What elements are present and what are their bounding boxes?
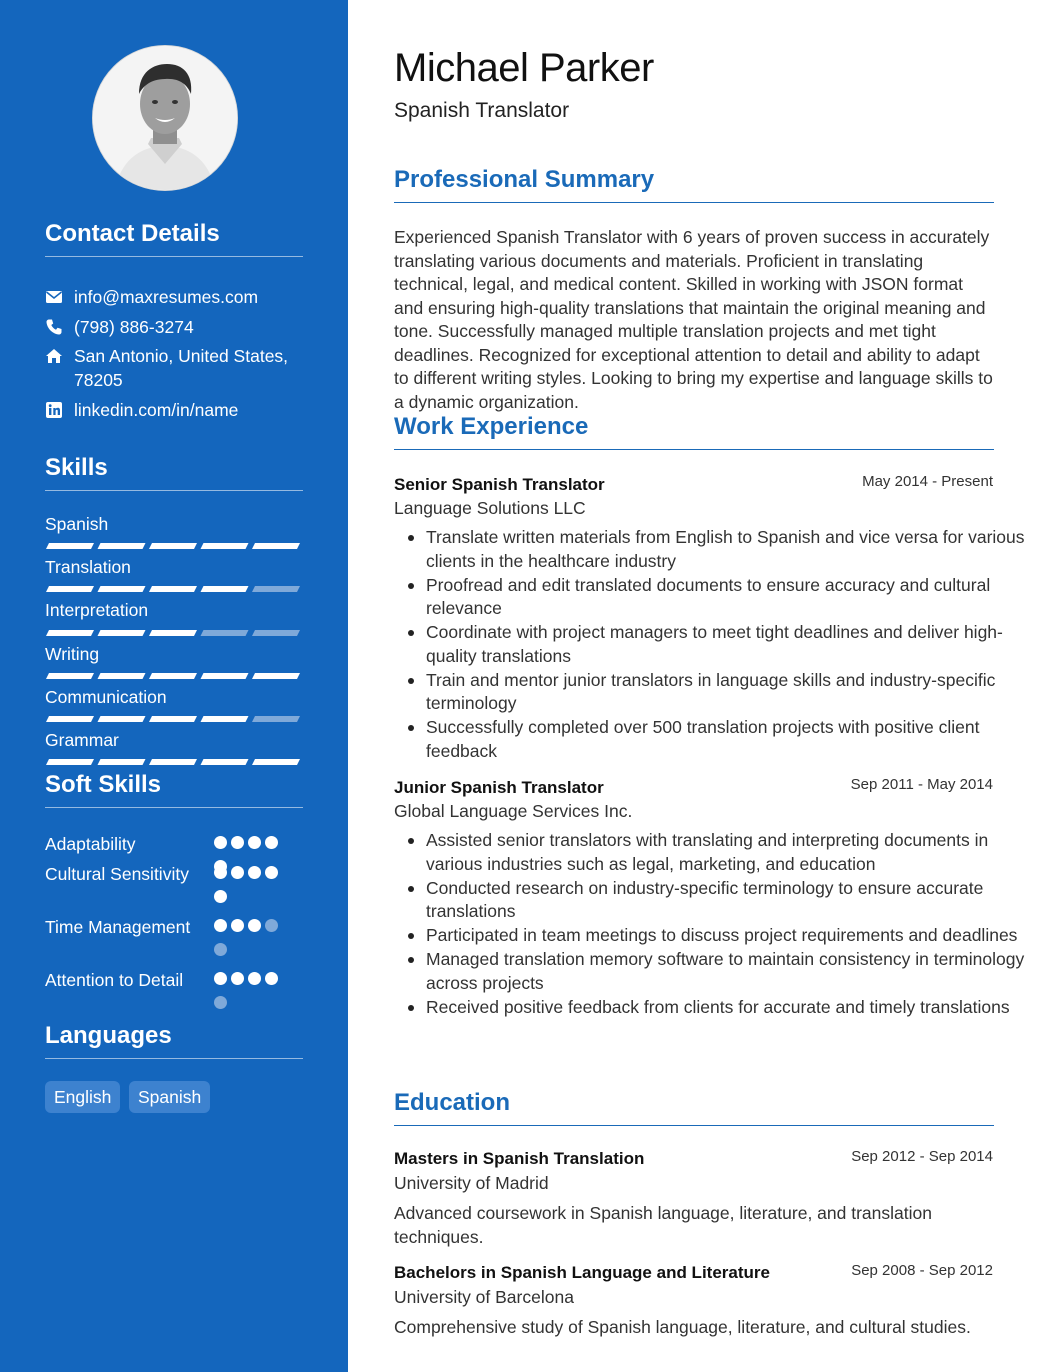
job-title: Senior Spanish Translator	[394, 475, 605, 494]
skill-bar-segment	[252, 543, 300, 549]
list-item: Managed translation memory software to maintain consistency in terminology across projects	[426, 948, 1026, 995]
skill-name: Translation	[45, 557, 131, 577]
skill-bar-segment	[149, 673, 197, 679]
skill-bar-segment	[252, 716, 300, 722]
languages-heading: Languages	[45, 1022, 303, 1059]
job-date: Sep 2011 - May 2014	[850, 776, 993, 793]
rating-dot	[265, 919, 278, 932]
skill-bar-segment	[98, 586, 146, 592]
skill-bar-segment	[201, 673, 249, 679]
contact-address	[45, 344, 305, 392]
rating-dot	[231, 919, 244, 932]
skill-bar-segment	[46, 630, 94, 636]
skill-bar-segment	[46, 543, 94, 549]
skill-bar-segment	[149, 586, 197, 592]
degree-title: Masters in Spanish Translation	[394, 1149, 645, 1168]
skills-heading: Skills	[45, 454, 303, 491]
contact-address-text: San Antonio, United States, 78205	[74, 346, 289, 390]
skill-bar-segment	[201, 586, 249, 592]
job-bullets	[394, 526, 1026, 764]
summary-heading: Professional Summary	[394, 166, 994, 203]
skill-bar-segment	[98, 759, 146, 765]
skill-bar	[46, 586, 302, 592]
list-item: Successfully completed over 500 translation projects with positive client feedback	[426, 716, 1026, 763]
list-item: Proofread and edit translated documents to ensure accuracy and cultural relevance	[426, 574, 1026, 621]
main-content	[348, 0, 1040, 1372]
envelope-icon	[45, 288, 63, 306]
rating-dot	[231, 972, 244, 985]
rating-dot	[265, 866, 278, 879]
rating-dot	[214, 836, 227, 849]
rating-dot	[248, 836, 261, 849]
skill-bar-segment	[201, 716, 249, 722]
skill-bar-segment	[252, 630, 300, 636]
rating-dot	[231, 866, 244, 879]
job-bullets	[394, 829, 1026, 1020]
skill-bar-segment	[98, 630, 146, 636]
list-item: Assisted senior translators with translating and interpreting documents in various industries such as legal, marketing, and education	[426, 829, 1026, 876]
soft-skill-name: Cultural Sensitivity	[45, 864, 189, 884]
skill-name: Writing	[45, 644, 100, 664]
list-item: Train and mentor junior translators in language skills and industry-specific terminology	[426, 669, 1026, 716]
skill-bar-segment	[149, 759, 197, 765]
rating-dot	[231, 836, 244, 849]
profile-photo-icon	[93, 46, 237, 190]
rating-dot	[214, 972, 227, 985]
skill-bar-segment	[46, 586, 94, 592]
list-item: Translate written materials from English to Spanish and vice versa for various clients in the healthcare industry	[426, 526, 1026, 573]
contact-email[interactable]	[45, 285, 305, 309]
list-item: Coordinate with project managers to meet tight deadlines and deliver high-quality translations	[426, 621, 1026, 668]
skill-bar-segment	[46, 759, 94, 765]
home-icon	[45, 347, 63, 365]
skill-bar-segment	[46, 673, 94, 679]
degree-date: Sep 2012 - Sep 2014	[851, 1148, 993, 1165]
list-item: Received positive feedback from clients for accurate and timely translations	[426, 996, 1026, 1020]
skill-bar-segment	[98, 673, 146, 679]
skill-bar-segment	[201, 630, 249, 636]
language-chip: Spanish	[129, 1081, 210, 1113]
avatar	[92, 45, 238, 191]
skill-bar-segment	[98, 716, 146, 722]
linkedin-icon	[45, 401, 63, 419]
skill-bar-segment	[201, 543, 249, 549]
language-chip: English	[45, 1081, 120, 1113]
skill-bar-segment	[149, 630, 197, 636]
soft-skill-name: Time Management	[45, 917, 191, 937]
contact-linkedin-text: linkedin.com/in/name	[74, 400, 239, 420]
education-heading: Education	[394, 1089, 994, 1126]
soft-skill-name: Attention to Detail	[45, 970, 184, 990]
skill-bar-segment	[149, 716, 197, 722]
degree-date: Sep 2008 - Sep 2012	[851, 1262, 993, 1279]
phone-icon	[45, 318, 63, 336]
skill-bar-segment	[46, 716, 94, 722]
school-name: University of Barcelona	[394, 1287, 574, 1307]
skill-bar-segment	[252, 673, 300, 679]
skill-name: Interpretation	[45, 600, 149, 620]
summary-text: Experienced Spanish Translator with 6 years of proven success in accurately translating various documents and materials. Proficient in translating technical, legal, and medical content. Skilled in working with JSON format and ensuring high-quality translations that maintain the original meaning and tone. Successfully managed multiple translation projects and met tight deadlines. Recognized for exceptional attention to detail and ability to adapt to different writing styles. Looking to bring my expertise and language skills to a dynamic organization.	[394, 227, 993, 412]
contact-heading: Contact Details	[45, 220, 303, 257]
person-name: Michael Parker	[394, 46, 654, 90]
skill-name: Grammar	[45, 730, 119, 750]
contact-phone-text: (798) 886-3274	[74, 317, 194, 337]
skill-name: Spanish	[45, 514, 109, 534]
rating-dot	[265, 836, 278, 849]
skill-bar-segment	[252, 759, 300, 765]
skill-bar	[46, 759, 302, 765]
person-role: Spanish Translator	[394, 99, 570, 122]
sidebar	[0, 0, 348, 1372]
skill-bar-segment	[201, 759, 249, 765]
skill-bar	[46, 630, 302, 636]
skill-bar-segment	[149, 543, 197, 549]
degree-desc: Comprehensive study of Spanish language, literature, and cultural studies.	[394, 1317, 971, 1337]
skill-name: Communication	[45, 687, 167, 707]
soft-skills-heading: Soft Skills	[45, 771, 303, 808]
job-date: May 2014 - Present	[862, 473, 993, 490]
degree-title: Bachelors in Spanish Language and Literature	[394, 1263, 770, 1282]
rating-dot	[214, 943, 227, 956]
rating-dot	[248, 866, 261, 879]
rating-dot	[248, 972, 261, 985]
skill-bar	[46, 673, 302, 679]
rating-dot	[214, 919, 227, 932]
skill-bar	[46, 716, 302, 722]
rating-dot	[214, 890, 227, 903]
contact-linkedin[interactable]	[45, 398, 305, 422]
rating-dot	[248, 919, 261, 932]
list-item: Conducted research on industry-specific terminology to ensure accurate translations	[426, 877, 1026, 924]
job-company: Global Language Services Inc.	[394, 801, 633, 821]
skill-bar-segment	[252, 586, 300, 592]
degree-desc: Advanced coursework in Spanish language, literature, and translation techniques.	[394, 1203, 932, 1247]
job-company: Language Solutions LLC	[394, 498, 586, 518]
job-title: Junior Spanish Translator	[394, 778, 604, 797]
skill-bar	[46, 543, 302, 549]
school-name: University of Madrid	[394, 1173, 549, 1193]
contact-email-text: info@maxresumes.com	[74, 287, 259, 307]
list-item: Participated in team meetings to discuss project requirements and deadlines	[426, 924, 1026, 948]
rating-dot	[214, 866, 227, 879]
skill-bar-segment	[98, 543, 146, 549]
rating-dot	[265, 972, 278, 985]
soft-skill-name: Adaptability	[45, 834, 136, 854]
experience-heading: Work Experience	[394, 413, 994, 450]
rating-dot	[214, 996, 227, 1009]
contact-phone[interactable]	[45, 315, 305, 339]
